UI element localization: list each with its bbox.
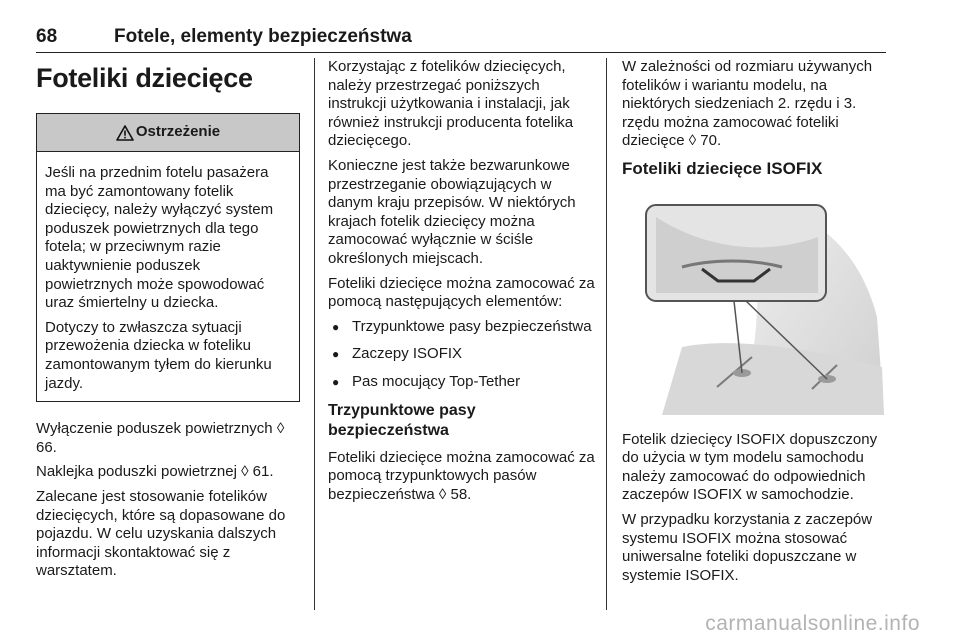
column-divider [314,58,315,610]
column-2 [328,58,596,510]
watermark: carmanualsonline.info [705,612,920,635]
seat-rows-paragraph: W zależności od rozmiaru używanych fotelików i wariantu modelu, na niektórych siedzeniach 2. rzędu i 3. rzędu można zamocować foteliki dziecięce ◊ 70. [622,58,873,150]
subsection-heading: Trzypunktowe pasy bezpieczeństwa [328,401,476,439]
warning-triangle-icon [116,125,134,141]
list-item: ● Trzypunktowe pasy bezpieczeństwa [328,318,596,337]
column-1 [36,58,298,587]
subsection-heading: Foteliki dziecięce ISOFIX [622,158,823,178]
warning-paragraph: Jeśli na przednim fotelu pasażera ma być zamontowany fotelik dziecięcy, należy wyłączyć system poduszek powietrznych dla tego fotela; w przeciwnym razie uaktywnienie poduszek powietrznych może spowodować uraz śmiertelny u dziecka. [45,164,274,312]
regulations-paragraph: Konieczne jest także bezwarunkowe przestrzeganie obowiązujących w danym kraju przepisów. W niektórych krajach fotelik dziecięcy można zamocować wyłącznie w ściśle określonych miejscach. [328,156,576,267]
instructions-paragraph: Korzystając z fotelików dziecięcych, należy przestrzegać poniższych instrukcji użytkowania i instalacji, jak również instrukcji producenta fotelika dziecięcego. [328,58,574,150]
three-point-belt-paragraph: Foteliki dziecięce można zamocować za pomocą trzypunktowych pasów bezpieczeństwa ◊ 58. [328,448,595,503]
mounting-list [328,318,596,392]
warning-body [37,152,299,401]
list-item: ● Pas mocujący Top-Tether [328,373,596,392]
airbag-deactivation-ref: Wyłączenie poduszek powietrznych ◊ 66. [36,420,285,456]
list-item: ● Zaczepy ISOFIX [328,345,596,364]
universal-isofix-paragraph: W przypadku korzystania z zaczepów systemu ISOFIX można stosować uniwersalne foteliki dopuszczane w systemie ISOFIX. [622,510,873,584]
section-heading: Foteliki dziecięce [36,63,253,93]
page-number: 68 [36,26,58,47]
warning-header [37,114,299,152]
column-divider [606,58,607,610]
airbag-label-ref: Naklejka poduszki powietrznej ◊ 61. [36,463,274,481]
running-title: Fotele, elementy bezpieczeństwa [114,26,412,47]
column-3 [622,58,888,591]
warning-paragraph: Dotyczy to zwłaszcza sytuacji przewożenia dziecka w foteliku zamontowanym tyłem do kierunku jazdy. [45,318,272,392]
isofix-seat-illustration [622,197,884,415]
page-header [36,26,886,53]
recommendation-paragraph: Zalecane jest stosowanie fotelików dziecięcych, które są dopasowane do pojazdu. W celu uzyskania dalszych informacji skontaktować się z warsztatem. [36,487,286,580]
warning-title: Ostrzeżenie [135,123,221,141]
warning-box [36,113,300,402]
mounting-intro-paragraph: Foteliki dziecięce można zamocować za pomocą następujących elementów: [328,274,595,311]
isofix-paragraph: Fotelik dziecięcy ISOFIX dopuszczony do użycia w tym modelu samochodu należy zamocować do odpowiednich zaczepów ISOFIX w samochodzie. [622,430,878,504]
